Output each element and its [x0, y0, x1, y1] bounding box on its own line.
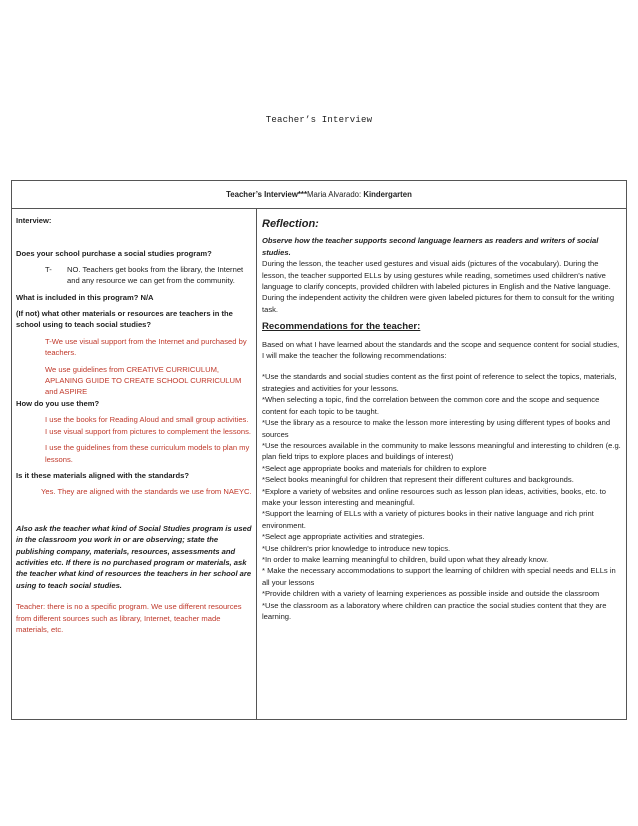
recommendation-item: *Provide children with a variety of learning experiences as possible inside and outside the classroom	[262, 589, 600, 599]
question-4: How do you use them?	[16, 398, 100, 408]
recommendations-list	[262, 371, 621, 622]
reflection-heading: Reflection:	[262, 218, 319, 230]
grade-level: Kindergarten	[363, 190, 412, 199]
document-title: Teacher’s Interview	[265, 115, 373, 125]
answer-4a: I use the books for Reading Aloud and small group activities. I use visual support from pictures to complement the lessons.	[45, 415, 251, 436]
teacher-name: Maria Alvarado:	[307, 190, 364, 199]
answer-3b: We use guidelines from CREATIVE CURRICULUM, APLANING GUIDE TO CREATE SCHOOL CURRICULUM and ASPIRE	[45, 364, 242, 397]
interview-column	[12, 209, 257, 719]
question-2: What is included in this program? N/A	[16, 292, 154, 302]
reflection-column	[257, 209, 626, 719]
answer-5: Yes. They are aligned with the standards we use from NAEYC.	[41, 487, 252, 497]
recommendation-item: *In order to make learning meaningful to children, build upon what they already know.	[262, 554, 549, 564]
header-prefix: Teacher’s Interview***	[226, 190, 308, 199]
reflection-text: During the lesson, the teacher used gestures and visual aids (pictures of the vocabulary). During the lesson, the teacher supported ELLs by using gestures while reading, sometimes used children’s native language to clarify concepts, provided children with labeled pictures in English and the Native language. During the independent activity the children were given labeled pictures for them to consult for the writing task.	[262, 259, 615, 314]
recommendation-item: * Make the necessary accommodations to support the learning of children with special needs and ELLs in all your lessons	[262, 566, 616, 587]
recommendation-item: *Use the standards and social studies content as the first point of reference to select the topics, materials, strategies and activities for your lessons.	[262, 372, 617, 393]
answer-3a: T-We use visual support from the Internet and purchased by teachers.	[45, 336, 247, 358]
recommendation-item: *Select age appropriate books and materials for children to explore	[262, 463, 487, 473]
recommendation-item: *Use the resources available in the community to make lessons meaningful and interesting to children (e.g. plan field trips to explore places and buildings of interest)	[262, 440, 621, 462]
recommendation-item: *Select books meaningful for children that represent their different cultures and backgrounds.	[262, 475, 574, 485]
recommendations-intro: Based on what I have learned about the standards and the scope and sequence content for social studies, I will make the teacher the following recommendations:	[262, 339, 620, 361]
recommendation-item: *When selecting a topic, find the correlation between the common core and the scope and sequence content for each topic to be taught.	[262, 395, 600, 416]
question-3: (If not) what other materials or resources are teachers in the school using to teach social studies?	[16, 309, 233, 330]
reflection-prompt: Observe how the teacher supports second language learners as readers and writers of social studies.	[262, 236, 599, 257]
answer-1-text: NO. Teachers get books from the library, the Internet and any resource we can get from the community.	[67, 264, 244, 286]
question-5: Is it these materials aligned with the standards?	[16, 470, 190, 480]
recommendations-heading: Recommendations for the teacher:	[262, 321, 421, 333]
recommendation-item: *Explore a variety of websites and online resources such as lesson plan ideas, activities, books, etc. to make your lesson interesting and meaningful.	[262, 486, 607, 507]
interview-table	[11, 180, 627, 720]
recommendation-item: *Support the learning of ELLs with a variety of pictures books in their native language and rich print environment.	[262, 509, 594, 530]
recommendation-item: *Use the classroom as a laboratory where children can practice the social studies content that they are learning.	[262, 600, 607, 621]
recommendation-item: *Use children’s prior knowledge to introduce new topics.	[262, 543, 451, 553]
recommendation-item: *Select age appropriate activities and strategies.	[262, 532, 425, 542]
answer-6: Teacher: there is no a specific program. We use different resources from different sources such as library, Internet, teacher made materials, etc.	[16, 602, 242, 634]
answer-4b: I use the guidelines from these curriculum models to plan my lessons.	[45, 443, 250, 464]
answer-1	[16, 264, 252, 287]
table-header	[12, 181, 626, 209]
answer-1-marker: T-	[45, 264, 52, 274]
interview-label: Interview:	[16, 216, 52, 225]
question-1: Does your school purchase a social studies program?	[16, 249, 212, 259]
question-6: Also ask the teacher what kind of Social Studies program is used in the classroom you work in or are observing; state the publishing company, materials, resources, assessments and activities etc. If there is no purchased program or materials, ask the teacher what kind of resources the teachers in her school are using to teach social studies.	[16, 523, 252, 590]
recommendation-item: *Use the library as a resource to make the lesson more interesting by using different types of books and sources	[262, 418, 611, 439]
